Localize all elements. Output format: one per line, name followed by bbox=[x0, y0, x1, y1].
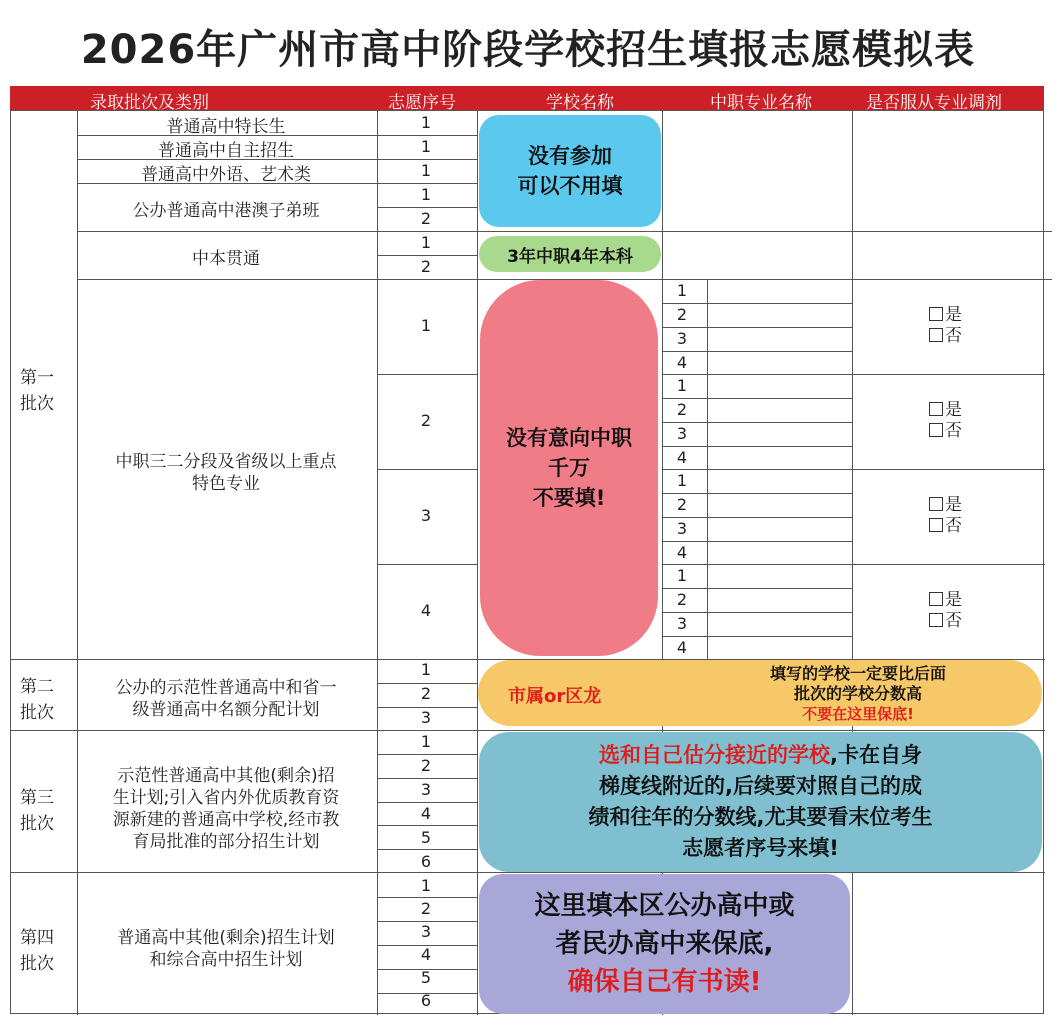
checkbox-no-label: 否 bbox=[945, 516, 962, 536]
adjust-checkbox-4[interactable] bbox=[929, 590, 962, 632]
major-number: 1 bbox=[676, 566, 688, 585]
order-number: 1 bbox=[420, 732, 432, 751]
note-vocational-warning bbox=[480, 280, 658, 656]
major-number: 3 bbox=[676, 424, 688, 443]
major-number: 4 bbox=[676, 543, 688, 562]
note-text: 批次的学校分数高 bbox=[793, 684, 922, 703]
checkbox-yes-label: 是 bbox=[945, 305, 962, 325]
note-quota bbox=[478, 660, 1042, 726]
checkbox-box[interactable] bbox=[929, 423, 943, 437]
adjust-checkbox-1[interactable] bbox=[929, 305, 962, 347]
checkbox-no-label: 否 bbox=[945, 326, 962, 346]
note-text: 这里填本区公办高中或 bbox=[534, 891, 795, 921]
category-vocational-l1: 中职三二分段及省级以上重点 bbox=[115, 452, 337, 472]
batch-3-label: 第三 批次 bbox=[20, 788, 54, 834]
note-third-batch bbox=[479, 732, 1042, 872]
note-text: ,卡在自身 bbox=[830, 743, 922, 767]
note-not-participating bbox=[479, 115, 661, 227]
page-title: 2026年广州市高中阶段学校招生填报志愿模拟表 bbox=[80, 27, 976, 73]
major-number: 2 bbox=[676, 495, 688, 514]
checkbox-box[interactable] bbox=[929, 328, 943, 342]
order-number: 4 bbox=[420, 804, 432, 823]
major-number: 4 bbox=[676, 353, 688, 372]
major-number: 3 bbox=[676, 614, 688, 633]
note-text: 梯度线附近的,后续要对照自己的成 bbox=[599, 774, 922, 798]
note-text: 填写的学校一定要比后面 bbox=[769, 664, 946, 683]
adjust-checkbox-2[interactable] bbox=[929, 400, 962, 442]
order-number: 5 bbox=[420, 828, 432, 847]
note-text: 不要填! bbox=[532, 486, 606, 510]
order-number: 2 bbox=[420, 257, 432, 276]
order-number: 1 bbox=[420, 316, 432, 335]
checkbox-box[interactable] bbox=[929, 592, 943, 606]
category-general-l2: 和综合高中招生计划 bbox=[149, 950, 303, 970]
checkbox-yes-label: 是 bbox=[945, 590, 962, 610]
category-vocational-l2: 特色专业 bbox=[192, 474, 260, 494]
note-fourth-batch bbox=[479, 874, 850, 1014]
category-self-enroll: 普通高中自主招生 bbox=[158, 141, 294, 161]
header-category: 录取批次及类别 bbox=[90, 93, 209, 113]
category-quota-l1: 公办的示范性普通高中和省一 bbox=[115, 678, 337, 698]
order-number: 1 bbox=[420, 137, 432, 156]
header-adjust: 是否服从专业调剂 bbox=[866, 93, 1002, 113]
note-text: 可以不用填 bbox=[517, 174, 623, 198]
order-number: 2 bbox=[420, 684, 432, 703]
note-highlight: 选和自己估分接近的学校 bbox=[599, 743, 830, 767]
checkbox-yes-label: 是 bbox=[945, 495, 962, 515]
header-school: 学校名称 bbox=[546, 93, 614, 113]
order-number: 6 bbox=[420, 991, 432, 1010]
checkbox-box[interactable] bbox=[929, 402, 943, 416]
category-hk-macau: 公办普通高中港澳子弟班 bbox=[132, 201, 320, 221]
major-number: 1 bbox=[676, 281, 688, 300]
category-language-art: 普通高中外语、艺术类 bbox=[141, 165, 311, 185]
header-order: 志愿序号 bbox=[388, 93, 456, 113]
category-zhongben: 中本贯通 bbox=[192, 249, 260, 269]
order-number: 6 bbox=[420, 852, 432, 871]
order-number: 4 bbox=[420, 945, 432, 964]
adjust-checkbox-3[interactable] bbox=[929, 495, 962, 537]
category-quota-l2: 级普通高中名额分配计划 bbox=[132, 700, 320, 720]
major-number: 2 bbox=[676, 590, 688, 609]
checkbox-box[interactable] bbox=[929, 613, 943, 627]
order-number: 3 bbox=[420, 506, 432, 525]
checkbox-box[interactable] bbox=[929, 307, 943, 321]
category-remaining-l4: 育局批准的部分招生计划 bbox=[132, 832, 320, 852]
note-highlight: 确保自己有书读! bbox=[567, 967, 762, 997]
order-number: 2 bbox=[420, 899, 432, 918]
category-specialty: 普通高中特长生 bbox=[166, 117, 286, 137]
batch-2-label: 第二 批次 bbox=[20, 677, 54, 723]
major-number: 1 bbox=[676, 471, 688, 490]
major-number: 3 bbox=[676, 329, 688, 348]
checkbox-box[interactable] bbox=[929, 518, 943, 532]
major-number: 4 bbox=[676, 638, 688, 657]
order-number: 1 bbox=[420, 161, 432, 180]
order-number: 1 bbox=[420, 233, 432, 252]
order-number: 2 bbox=[420, 756, 432, 775]
checkbox-yes-label: 是 bbox=[945, 400, 962, 420]
note-warning-text: 不要在这里保底! bbox=[802, 705, 914, 723]
header-major: 中职专业名称 bbox=[710, 93, 812, 113]
note-text: 没有参加 bbox=[528, 144, 612, 168]
category-remaining-l1: 示范性普通高中其他(剩余)招 bbox=[117, 766, 335, 786]
note-text: 没有意向中职 bbox=[506, 426, 632, 450]
note-text: 者民办高中来保底, bbox=[555, 929, 774, 959]
batch-4-label: 第四 批次 bbox=[20, 928, 54, 974]
order-number: 2 bbox=[420, 209, 432, 228]
batch-1-label: 第一 批次 bbox=[20, 368, 54, 414]
major-number: 2 bbox=[676, 400, 688, 419]
order-number: 4 bbox=[420, 601, 432, 620]
category-remaining-l2: 生计划;引入省内外优质教育资 bbox=[112, 788, 340, 808]
major-number: 1 bbox=[676, 376, 688, 395]
note-city-district: 市属or区龙 bbox=[508, 686, 602, 707]
order-number: 1 bbox=[420, 876, 432, 895]
major-number: 3 bbox=[676, 519, 688, 538]
note-text: 绩和往年的分数线,尤其要看末位考生 bbox=[588, 805, 933, 829]
order-number: 3 bbox=[420, 780, 432, 799]
category-general-l1: 普通高中其他(剩余)招生计划 bbox=[117, 928, 335, 948]
note-text: 3年中职4年本科 bbox=[507, 246, 633, 267]
order-number: 3 bbox=[420, 708, 432, 727]
note-text: 千万 bbox=[548, 456, 590, 480]
order-number: 1 bbox=[420, 185, 432, 204]
checkbox-no-label: 否 bbox=[945, 611, 962, 631]
order-number: 5 bbox=[420, 968, 432, 987]
major-number: 2 bbox=[676, 305, 688, 324]
table-header bbox=[10, 86, 1044, 113]
note-zhongben bbox=[479, 236, 661, 272]
order-number: 1 bbox=[420, 660, 432, 679]
major-number: 4 bbox=[676, 448, 688, 467]
category-remaining-l3: 源新建的普通高中学校,经市教 bbox=[112, 810, 340, 830]
order-number: 1 bbox=[420, 113, 432, 132]
order-number: 2 bbox=[420, 411, 432, 430]
order-number: 3 bbox=[420, 922, 432, 941]
note-text: 志愿者序号来填! bbox=[682, 836, 839, 860]
checkbox-box[interactable] bbox=[929, 497, 943, 511]
checkbox-no-label: 否 bbox=[945, 421, 962, 441]
